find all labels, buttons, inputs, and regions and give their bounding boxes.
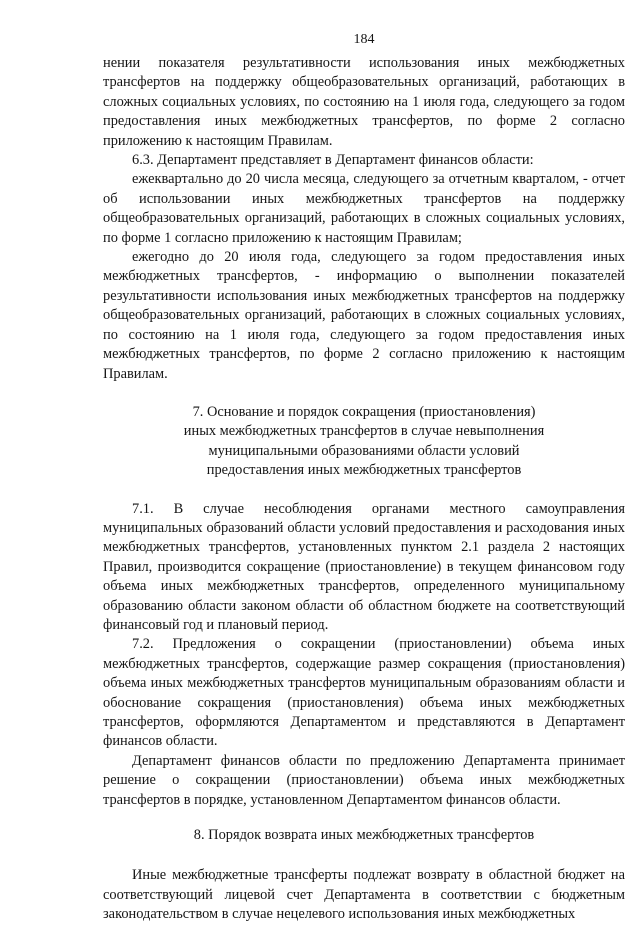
paragraph-finance-decision: Департамент финансов области по предложению Департамента принимает решение о сокращении (приостановлении) объема иных межбюджетных трансфертов в порядке, установленном Департаментом финансов области. — [103, 752, 625, 808]
heading-line: муниципальными образованиями области условий — [208, 442, 520, 459]
paragraph-quarterly-report: ежеквартально до 20 числа месяца, следующего за отчетным кварталом, - отчет об использовании иных межбюджетных трансфертов на поддержку общеобразовательных организаций, работающих в сложных социальных условиях, по форме 1 согласно приложению к настоящим Правилам; — [103, 171, 625, 246]
paragraph-8-1: Иные межбюджетные трансферты подлежат возврату в областной бюджет на соответствующий лицевой счет Департамента в соответствии с бюджетным законодательством в случае нецелевого использования иных межбюджетных — [103, 867, 625, 923]
section-8-body — [103, 866, 625, 924]
heading-line: 7. Основание и порядок сокращения (приостановления) — [192, 403, 536, 420]
paragraph-continuation: нении показателя результативности использования иных межбюджетных трансфертов на поддержку общеобразовательных организаций, работающих в сложных социальных условиях, по состоянию на 1 июля года, следующего за годом предоставления иных межбюджетных трансфертов, по форме 2 согласно приложению к настоящим Правилам. — [103, 55, 625, 149]
document-page — [103, 32, 625, 925]
section-7-body — [103, 500, 625, 811]
heading-line: предоставления иных межбюджетных трансфертов — [206, 462, 522, 479]
page-number: 184 — [353, 32, 375, 47]
section-8-heading: 8. Порядок возврата иных межбюджетных трансфертов — [193, 827, 535, 844]
paragraph-annual-report: ежегодно до 20 июля года, следующего за годом предоставления иных межбюджетных трансфертов, - информацию о выполнении показателей результативности использования иных межбюджетных трансфертов на поддержку общеобразовательных организаций, работающих в сложных социальных условиях, по состоянию на 1 июля года, следующего за годом предоставления иных межбюджетных трансфертов, по форме 2 согласно приложению к настоящим Правилам. — [103, 249, 625, 382]
section-7-heading — [103, 403, 625, 481]
heading-line: иных межбюджетных трансфертов в случае невыполнения — [183, 423, 545, 440]
paragraph-7-2: 7.2. Предложения о сокращении (приостановлении) объема иных межбюджетных трансфертов, содержащие размер сокращения (приостановления) объема иных межбюджетных трансфертов муниципальным образованиям области и обоснование сокращения (приостановления) объема иных межбюджетных трансфертов, оформляются Департаментом и представляются в Департамент финансов области. — [103, 636, 625, 750]
paragraph-7-1: 7.1. В случае несоблюдения органами местного самоуправления муниципальных образований области условий предоставления и расходования иных межбюджетных трансфертов, установленных пунктом 2.1 раздела 2 настоящих Правил, производится сокращение (приостановление) в текущем финансовом году объема иных межбюджетных трансфертов, определенного муниципальному образованию области законом области об областном бюджете на соответствующий финансовый год и плановый период. — [103, 500, 625, 633]
intro-block — [103, 54, 625, 384]
paragraph-6-3: 6.3. Департамент представляет в Департамент финансов области: — [132, 152, 534, 169]
